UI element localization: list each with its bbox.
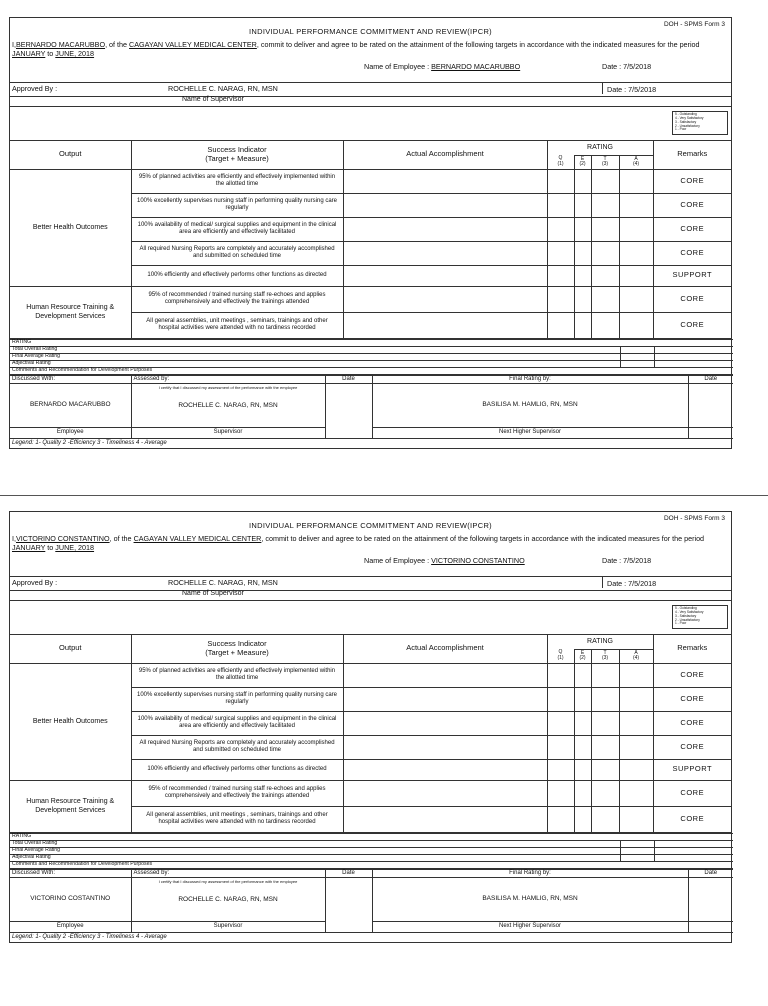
approved-row [10, 576, 731, 591]
period-from: JANUARY [12, 543, 46, 552]
output-cell: Better Health Outcomes [10, 169, 131, 286]
rating-e: E (2) [574, 155, 591, 169]
indicator-cell: 95% of recommended / trained nursing staff re-echoes and applies comprehensively and effectively the trainings attended [131, 780, 343, 806]
employee-name-upper: VICTORINO CONSTANTINO [16, 534, 110, 543]
rating-t: T (3) [591, 155, 619, 169]
supervisor-name: ROCHELLE C. NARAG, RN, MSN [168, 84, 278, 93]
summary-final-average: Final Average Rating [10, 353, 620, 360]
rating-header: RATING [547, 141, 653, 155]
approved-row [10, 82, 731, 97]
supervisor-caption: Name of Supervisor [182, 96, 244, 103]
summary-adjectival: Adjectival Rating [10, 854, 620, 861]
rating-a: A (4) [619, 649, 653, 663]
employee-caption: Employee [10, 921, 131, 932]
remark-cell: CORE [653, 806, 731, 832]
discussed-label: Discussed With: [10, 869, 131, 877]
summary-rating: RATING [10, 339, 733, 346]
supervisor-name: ROCHELLE C. NARAG, RN, MSN [168, 578, 278, 587]
date-label: Date [688, 375, 733, 383]
final-rating-label: Final Rating by: [372, 869, 688, 877]
employee-name-field: Name of Employee : BERNARDO MACARUBBO [364, 62, 521, 71]
ipcr-form-2 [9, 511, 732, 943]
commit-date: Date : 7/5/2018 [602, 62, 652, 71]
final-rating-label: Final Rating by: [372, 375, 688, 383]
date-label: Date [325, 375, 372, 383]
remark-cell: CORE [653, 663, 731, 687]
summary-comments: Comments and Recommendation for Development Purposes [10, 367, 733, 374]
rating-key: 5 - Outstanding 4 - Very Satisfactory 3 - Satisfactory 2 - Unsatisfactory 1 - Poor [672, 605, 728, 629]
summary-adjectival: Adjectival Rating [10, 360, 620, 367]
form-title: INDIVIDUAL PERFORMANCE COMMITMENT AND REVIEW(IPCR) [249, 521, 492, 530]
indicator-cell: 95% of planned activities are efficiently and effectively implemented within the allotted time [131, 663, 343, 687]
approved-label: Approved By : [12, 84, 58, 93]
commitment-statement: I,VICTORINO CONSTANTINO, of the CAGAYAN VALLEY MEDICAL CENTER, commit to deliver and agree to be rated on the attainment of the following targets in accordance with the indicated measures for the period JANUARY to JUNE, 2018 [12, 534, 705, 552]
date-label: Date [325, 869, 372, 877]
remarks-header: Remarks [653, 141, 731, 169]
higher-supervisor-signature: BASILISA M. HAMLIG, RN, MSN [372, 877, 688, 921]
ipcr-table [10, 635, 731, 833]
summary-total: Total Overall Rating [10, 840, 620, 847]
summary-table [10, 339, 733, 375]
legend: Legend: 1- Quality 2 -Efficiency 3 - Timeliness 4 - Average [12, 439, 167, 446]
remark-cell: CORE [653, 687, 731, 711]
output-cell: Human Resource Training & Development Services [10, 780, 131, 832]
next-higher-caption: Next Higher Supervisor [372, 427, 688, 438]
form-separator [0, 495, 768, 496]
rating-t: T (3) [591, 649, 619, 663]
signed-employee: BERNARDO MACARUBBO [10, 383, 131, 427]
output-cell: Human Resource Training & Development Services [10, 286, 131, 338]
indicator-cell: All general assemblies, unit meetings , seminars, trainings and other hospital activities were attended with no tardiness recorded [131, 806, 343, 832]
remark-cell: CORE [653, 286, 731, 312]
remark-cell: SUPPORT [653, 265, 731, 286]
employee-name-field: Name of Employee : VICTORINO CONSTANTINO [364, 556, 525, 565]
remark-cell: SUPPORT [653, 759, 731, 780]
summary-comments: Comments and Recommendation for Development Purposes [10, 861, 733, 868]
discussed-label: Discussed With: [10, 375, 131, 383]
form-header [10, 512, 731, 601]
indicator-cell: All general assemblies, unit meetings , seminars, trainings and other hospital activities were attended with no tardiness recorded [131, 312, 343, 338]
form-number: DOH - SPMS Form 3 [663, 515, 725, 522]
period-to: JUNE, 2018 [55, 543, 95, 552]
rating-header: RATING [547, 635, 653, 649]
remark-cell: CORE [653, 217, 731, 241]
signature-table [10, 375, 733, 439]
rating-q: Q (1) [547, 155, 574, 169]
output-header: Output [10, 635, 131, 663]
center-name: CAGAYAN VALLEY MEDICAL CENTER [129, 40, 257, 49]
summary-total: Total Overall Rating [10, 346, 620, 353]
indicator-header: Success Indicator (Target + Measure) [131, 635, 343, 663]
higher-supervisor-signature: BASILISA M. HAMLIG, RN, MSN [372, 383, 688, 427]
employee-name-upper: BERNARDO MACARUBBO [16, 40, 106, 49]
next-higher-caption: Next Higher Supervisor [372, 921, 688, 932]
form-header [10, 18, 731, 107]
rating-key: 5 - Outstanding 4 - Very Satisfactory 3 - Satisfactory 2 - Unsatisfactory 1 - Poor [672, 111, 728, 135]
indicator-cell: 100% excellently supervises nursing staff in performing quality nursing care regularly [131, 687, 343, 711]
approved-date: Date : 7/5/2018 [602, 577, 656, 588]
indicator-cell: All required Nursing Reports are completely and accurately accomplished and submitted on scheduled time [131, 241, 343, 265]
assessed-label: Assessed by: [131, 375, 325, 383]
rating-key-row [10, 107, 731, 141]
supervisor-caption-sign: Supervisor [131, 921, 325, 932]
indicator-cell: 100% efficiently and effectively performs other functions as directed [131, 759, 343, 780]
indicator-header: Success Indicator (Target + Measure) [131, 141, 343, 169]
remark-cell: CORE [653, 312, 731, 338]
rating-q: Q (1) [547, 649, 574, 663]
remark-cell: CORE [653, 241, 731, 265]
summary-final-average: Final Average Rating [10, 847, 620, 854]
remark-cell: CORE [653, 169, 731, 193]
signature-table [10, 869, 733, 933]
indicator-cell: 95% of recommended / trained nursing staff re-echoes and applies comprehensively and effectively the trainings attended [131, 286, 343, 312]
supervisor-signature: ROCHELLE C. NARAG, RN, MSN [178, 895, 278, 903]
commit-date: Date : 7/5/2018 [602, 556, 652, 565]
assessor-cell [131, 383, 325, 427]
output-header: Output [10, 141, 131, 169]
assessor-cell [131, 877, 325, 921]
indicator-cell: 100% excellently supervises nursing staff in performing quality nursing care regularly [131, 193, 343, 217]
indicator-cell: 100% availability of medical/ surgical supplies and equipment in the clinical area are efficiently and effectively facilitated [131, 217, 343, 241]
accomplishment-header: Actual Accomplishment [343, 635, 547, 663]
approved-label: Approved By : [12, 578, 58, 587]
legend: Legend: 1- Quality 2 -Efficiency 3 - Timeliness 4 - Average [12, 933, 167, 940]
period-from: JANUARY [12, 49, 46, 58]
center-name: CAGAYAN VALLEY MEDICAL CENTER [133, 534, 262, 543]
commitment-statement: I,BERNARDO MACARUBBO, of the CAGAYAN VALLEY MEDICAL CENTER, commit to deliver and agree to be rated on the attainment of the following targets in accordance with the indicated measures for the period JANUARY to JUNE, 2018 [12, 40, 700, 58]
remarks-header: Remarks [653, 635, 731, 663]
indicator-cell: 100% availability of medical/ surgical supplies and equipment in the clinical area are efficiently and effectively facilitated [131, 711, 343, 735]
assessed-label: Assessed by: [131, 869, 325, 877]
certify-text: I certify that I discussed my assessment of the performance with the employee [158, 384, 298, 390]
certify-text: I certify that I discussed my assessment of the performance with the employee [158, 878, 298, 884]
approved-date: Date : 7/5/2018 [602, 83, 656, 94]
supervisor-signature: ROCHELLE C. NARAG, RN, MSN [178, 401, 278, 409]
signed-employee: VICTORINO COSTANTINO [10, 877, 131, 921]
indicator-cell: All required Nursing Reports are completely and accurately accomplished and submitted on scheduled time [131, 735, 343, 759]
ipcr-form-1 [9, 17, 732, 449]
period-to: JUNE, 2018 [55, 49, 95, 58]
indicator-cell: 100% efficiently and effectively performs other functions as directed [131, 265, 343, 286]
ipcr-table [10, 141, 731, 339]
summary-rating: RATING [10, 833, 733, 840]
rating-key-row [10, 601, 731, 635]
output-cell: Better Health Outcomes [10, 663, 131, 780]
date-label: Date [688, 869, 733, 877]
accomplishment-header: Actual Accomplishment [343, 141, 547, 169]
rating-a: A (4) [619, 155, 653, 169]
remark-cell: CORE [653, 735, 731, 759]
form-number: DOH - SPMS Form 3 [663, 21, 725, 28]
rating-e: E (2) [574, 649, 591, 663]
indicator-cell: 95% of planned activities are efficiently and effectively implemented within the allotted time [131, 169, 343, 193]
remark-cell: CORE [653, 711, 731, 735]
remark-cell: CORE [653, 780, 731, 806]
supervisor-caption-sign: Supervisor [131, 427, 325, 438]
summary-table [10, 833, 733, 869]
employee-caption: Employee [10, 427, 131, 438]
remark-cell: CORE [653, 193, 731, 217]
form-title: INDIVIDUAL PERFORMANCE COMMITMENT AND REVIEW(IPCR) [249, 27, 492, 36]
supervisor-caption: Name of Supervisor [182, 590, 244, 597]
